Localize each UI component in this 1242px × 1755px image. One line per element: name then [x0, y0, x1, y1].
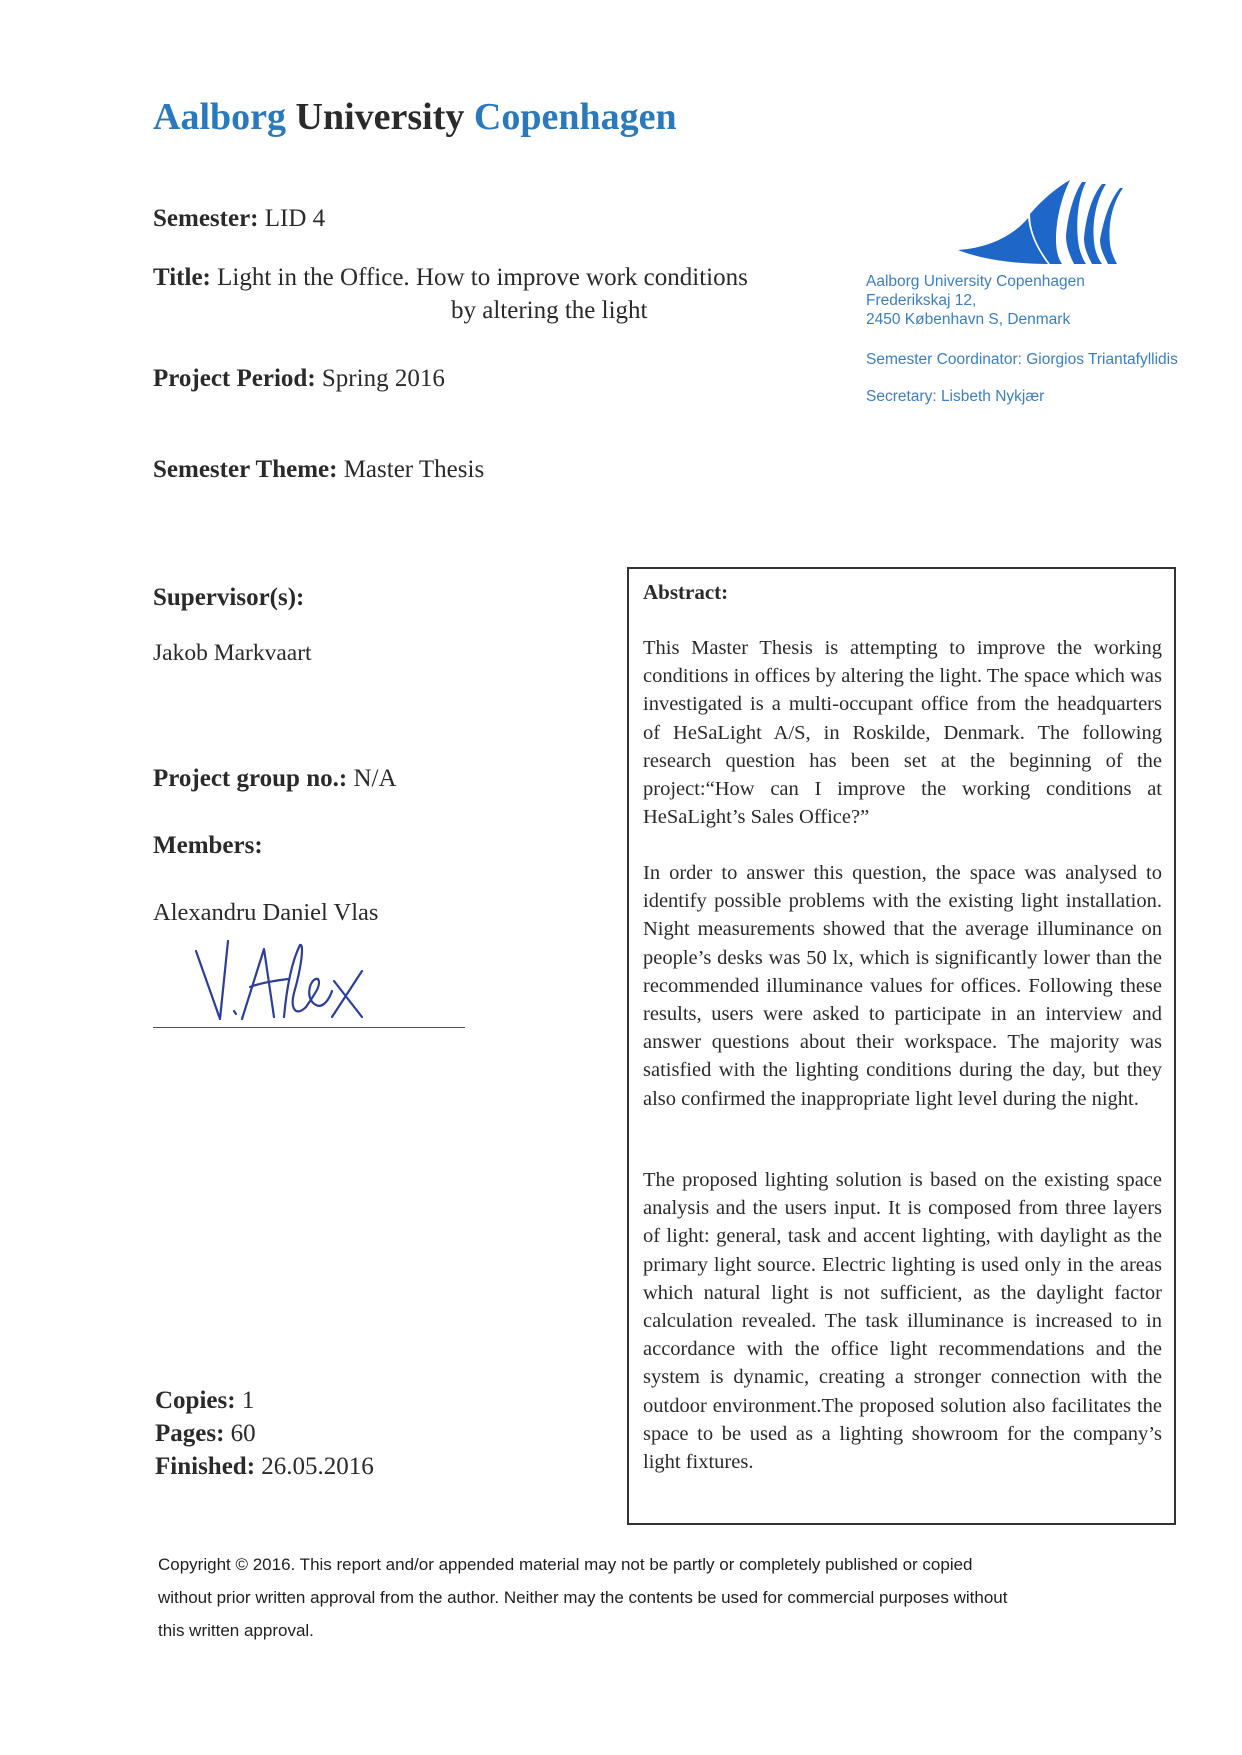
supervisor-label-text: Supervisor(s):	[153, 584, 305, 611]
pages-value: 60	[230, 1420, 256, 1447]
abstract-paragraph-3: The proposed lighting solution is based on the existing space analysis and the users input. It is composed from three layers of light: general, task and accent lighting, with daylight as the primary light source. Electric lighting is used only in the areas which natural light is not sufficient, as the daylight factor calculation revealed. The task illuminance is increased to in accordance with the office light recommendations and the system is dynamic, creating a stronger connection with the outdoor environment.The proposed solution also facilitates the space to be used as a lighting showroom for the company’s light fixtures.	[643, 1169, 1162, 1474]
project-group-field	[153, 765, 397, 793]
title-aalborg: Aalborg	[153, 96, 286, 138]
pages-label: Pages:	[155, 1420, 225, 1447]
members-label	[153, 832, 263, 860]
title-university: University	[295, 96, 465, 138]
pages-field	[155, 1420, 256, 1448]
semester-value: LID 4	[264, 205, 326, 232]
theme-value: Master Thesis	[343, 456, 485, 483]
copies-label: Copies:	[155, 1387, 236, 1414]
period-label: Project Period:	[153, 365, 316, 392]
finished-value: 26.05.2016	[261, 1453, 374, 1480]
contact-coordinator: Semester Coordinator: Giorgios Triantafyllidis	[866, 351, 1178, 368]
title-value-line1: Light in the Office. How to improve work conditions	[217, 264, 748, 291]
copyright-line-3: this written approval.	[158, 1621, 314, 1640]
copies-field	[155, 1387, 254, 1415]
university-title	[153, 95, 677, 139]
copyright-notice	[158, 1548, 1118, 1647]
title-copenhagen: Copenhagen	[473, 96, 677, 138]
copyright-line-2: without prior written approval from the author. Neither may the contents be used for commercial purposes without	[158, 1588, 1008, 1607]
group-label: Project group no.:	[153, 765, 348, 792]
aau-wave-logo-icon	[958, 178, 1128, 268]
semester-theme-field	[153, 456, 484, 484]
member-name: Alexandru Daniel Vlas	[153, 899, 379, 926]
contact-street: Frederikskaj 12,	[866, 292, 977, 309]
signature-line	[153, 1027, 465, 1028]
contact-org: Aalborg University Copenhagen	[866, 273, 1085, 290]
finished-field	[155, 1453, 374, 1481]
title-value-line2: by altering the light	[451, 297, 648, 324]
abstract-paragraph-1: This Master Thesis is attempting to improve the working conditions in offices by altering the light. The space which was investigated is a multi-occupant office from the headquarters of HeSaLight A/S, in Roskilde, Denmark. The following research question has been set at the beginning of the project:“How can I improve the working conditions at HeSaLight’s Sales Office?”	[643, 637, 1162, 829]
semester-label: Semester:	[153, 205, 259, 232]
period-value: Spring 2016	[321, 365, 445, 392]
theme-label: Semester Theme:	[153, 456, 338, 483]
supervisor-label	[153, 584, 304, 612]
abstract-label: Abstract:	[643, 580, 729, 604]
abstract-paragraph-2: In order to answer this question, the space was analysed to identify possible problems with the existing light installation. Night measurements showed that the average illuminance on people’s desks was 50 lx, which is significantly lower than the recommended illuminance values for offices. Following these results, users were asked to participate in an interview and answer questions about their workspace. The majority was satisfied with the lighting conditions during the day, but they also confirmed the inappropriate light level during the night.	[643, 862, 1162, 1110]
semester-field	[153, 205, 325, 233]
signature-icon	[190, 935, 370, 1025]
members-label-text: Members:	[153, 832, 263, 859]
title-field	[153, 264, 748, 292]
contact-secretary: Secretary: Lisbeth Nykjær	[866, 388, 1045, 405]
copies-value: 1	[241, 1387, 255, 1414]
contact-address	[866, 272, 1085, 329]
project-period-field	[153, 365, 445, 393]
title-label: Title:	[153, 264, 211, 291]
supervisor-value: Jakob Markvaart	[153, 640, 312, 666]
group-value: N/A	[353, 765, 397, 792]
copyright-line-1: Copyright © 2016. This report and/or appended material may not be partly or completely published or copied	[158, 1555, 973, 1574]
finished-label: Finished:	[155, 1453, 256, 1480]
contact-city: 2450 København S, Denmark	[866, 311, 1071, 328]
